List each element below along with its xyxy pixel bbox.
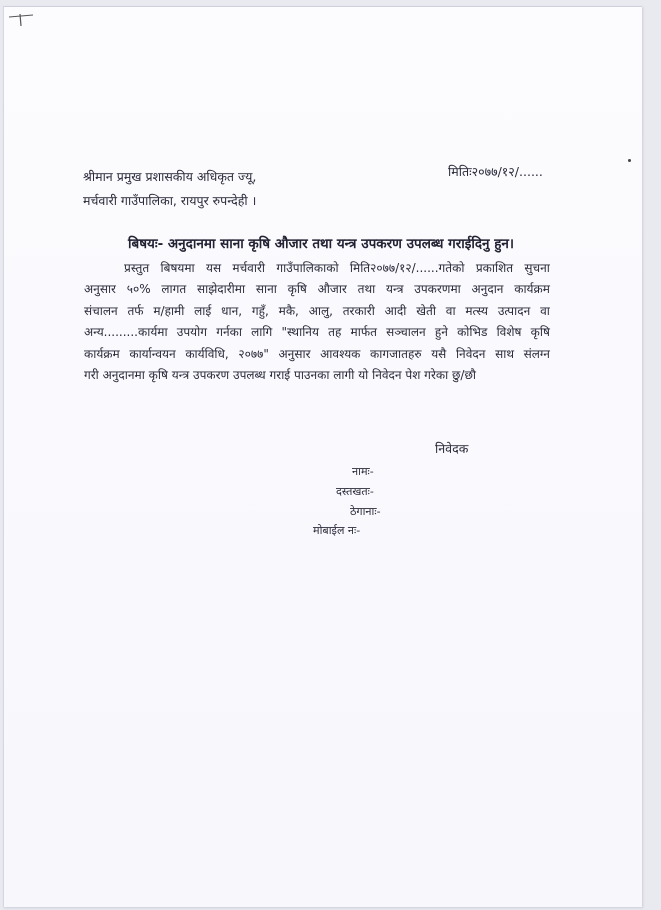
recipient-block — [83, 165, 256, 213]
recipient-line: मर्चवारी गाउँपालिका, रायपुर रुपन्देही । — [83, 193, 257, 208]
body-word: म/हामी — [153, 303, 185, 318]
body-word: सुचना — [524, 261, 550, 275]
body-word: बिषयमा — [160, 261, 195, 275]
body-word: आलु, — [308, 303, 333, 318]
body-word: प्रकाशित — [475, 261, 514, 275]
body-word: विशेष — [496, 325, 522, 340]
recipient-line: श्रीमान प्रमुख प्रशासकीय अधिकृत ज्यू, — [83, 169, 257, 184]
body-word: धान, — [221, 303, 243, 318]
body-word: साना — [255, 282, 277, 297]
body-word: यसै — [431, 346, 447, 361]
date-line: मितिः२०७७/१२/...... — [448, 164, 543, 179]
body-word: कृषि — [530, 325, 550, 340]
body-word: अनुसार — [84, 282, 116, 297]
body-word: "स्थानिय — [281, 325, 319, 340]
body-word: उपयोग — [176, 325, 207, 340]
body-word: कार्यान्वयन — [129, 346, 176, 361]
paper-sheet — [3, 6, 642, 907]
body-word: कार्यक्रम — [514, 282, 550, 297]
body-word: उपकरणमा — [414, 282, 461, 297]
body-word: कागजातहरु — [370, 346, 422, 361]
body-word: उत्पादन — [497, 303, 531, 318]
subject-line: बिषयः- अनुदानमा साना कृषि औजार तथा यन्त्र उपकरण उपलब्ध गराईदिनु हुन। — [128, 236, 514, 252]
applicant-heading: निवेदक — [435, 441, 469, 456]
body-line — [84, 344, 550, 365]
body-word: गहुँ, — [251, 303, 269, 318]
body-word: वा — [445, 303, 456, 318]
body-word: साझेदारीमा — [197, 282, 246, 297]
body-word: गर्नका — [216, 325, 242, 340]
body-line — [84, 258, 550, 279]
body-word: अन्य.........कार्यमा — [84, 325, 168, 340]
address-field-label: ठेगानाः- — [350, 505, 381, 518]
body-word: वा — [540, 303, 550, 318]
body-line — [84, 301, 550, 322]
body-word: अनुदान — [471, 282, 504, 297]
body-word: यस — [205, 261, 222, 275]
body-word: तथा — [357, 282, 376, 297]
body-word: संलग्न — [523, 346, 550, 361]
body-word: कार्यक्रम — [84, 346, 120, 361]
body-word: आवश्यक — [320, 346, 361, 361]
body-word: मकै, — [278, 303, 299, 318]
body-word: यन्त्र — [386, 282, 404, 297]
body-word: अनुसार — [278, 346, 311, 361]
body-word: प्रस्तुत — [124, 261, 150, 275]
body-word: २०७७" — [238, 346, 269, 361]
body-word: तह — [328, 325, 342, 340]
body-word: मिति२०७७/१२/......गतेको — [349, 261, 465, 275]
body-word: गाउँपालिकाको — [276, 261, 339, 275]
body-word: तरकारी — [342, 303, 375, 318]
body-line: गरी अनुदानमा कृषि यन्त्र उपकरण उपलब्ध गराई पाउनका लागी यो निवेदन पेश गरेका छु/छौ — [84, 368, 476, 383]
letter-body — [84, 258, 550, 386]
body-word: औजार — [317, 282, 347, 297]
body-word: तर्फ — [127, 303, 144, 318]
body-word: मर्चवारी — [232, 261, 265, 275]
body-word: संचालन — [84, 303, 118, 318]
ink-dot — [628, 159, 631, 162]
body-line — [84, 322, 550, 343]
body-word: खेती — [416, 303, 436, 318]
body-word: आदी — [384, 303, 407, 318]
body-word: साथ — [495, 346, 514, 361]
body-word: हुने — [434, 325, 448, 340]
body-word: कोभिड — [457, 325, 488, 340]
pen-mark-icon — [8, 13, 34, 27]
body-word: लागत — [161, 282, 187, 297]
body-word: मार्फत — [350, 325, 377, 340]
body-word: लाई — [194, 303, 212, 318]
body-word: मत्स्य — [465, 303, 489, 318]
body-word: लागि — [251, 325, 273, 340]
body-word: कार्यविधि, — [185, 346, 229, 361]
signature-field-label: दस्तखतः- — [336, 485, 374, 498]
mobile-field-label: मोबाईल नः- — [313, 524, 361, 537]
body-word: कृषि — [287, 282, 307, 297]
name-field-label: नामः- — [352, 465, 374, 478]
body-word: निवेदन — [455, 346, 486, 361]
body-word: सञ्चालन — [386, 325, 426, 340]
body-word: ५०% — [126, 282, 151, 297]
body-line — [84, 279, 550, 300]
